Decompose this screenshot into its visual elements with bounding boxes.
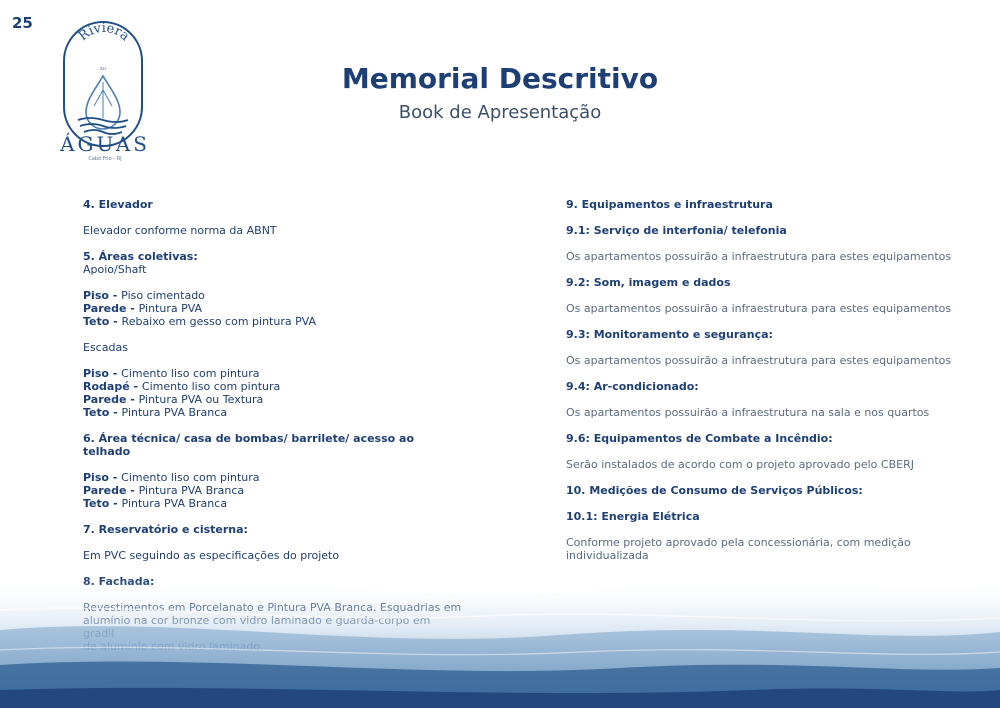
logo-middle-text: das <box>99 66 107 71</box>
page-title: Memorial Descritivo <box>341 62 659 95</box>
energia-title: 10.1: Energia Elétrica <box>566 510 700 523</box>
areas-subtitle: Apoio/Shaft <box>83 263 147 276</box>
spec-line: Piso - Piso cimentado <box>83 289 205 302</box>
section-title-medicoes: 10. Medições de Consumo de Serviços Públicos: <box>566 484 863 497</box>
spec-line: Teto - Pintura PVA Branca <box>83 497 228 510</box>
spec-line: Rodapé - Cimento liso com pintura <box>83 380 281 393</box>
logo-tagline: Cabo Frio - RJ <box>88 156 122 162</box>
section-title-elevador: 4. Elevador <box>83 198 153 211</box>
section-title-areas: 5. Áreas coletivas: <box>83 250 198 263</box>
item-title: 9.1: Serviço de interfonia/ telefonia <box>566 224 787 237</box>
item-text: Os apartamentos possuirão a infraestrutura para estes equipamentos <box>566 250 952 263</box>
water-waves-decoration <box>0 540 1000 708</box>
drop-icon <box>78 76 128 134</box>
item-text: Os apartamentos possuirão a infraestrutura para estes equipamentos <box>566 354 952 367</box>
page-subtitle: Book de Apresentação <box>398 102 602 123</box>
item-title: 9.4: Ar-condicionado: <box>566 380 699 393</box>
item-text: Os apartamentos possuirão a infraestrutura para estes equipamentos <box>566 302 952 315</box>
item-text: Serão instalados de acordo com o projeto aprovado pelo CBERJ <box>566 458 914 471</box>
elevador-text: Elevador conforme norma da ABNT <box>83 224 277 237</box>
reservatorio-text: Em PVC seguindo as especificações do projeto <box>83 549 340 562</box>
right-column <box>566 198 956 562</box>
spec-line: Teto - Rebaixo em gesso com pintura PVA <box>83 315 317 328</box>
energia-text-line: individualizada <box>566 549 649 562</box>
page-number: 25 <box>12 14 33 32</box>
logo-bottom-text: ÁGUAS <box>60 132 150 156</box>
spec-line: Parede - Pintura PVA Branca <box>83 484 245 497</box>
item-title: 9.3: Monitoramento e segurança: <box>566 328 773 341</box>
spec-line: Parede - Pintura PVA <box>83 302 203 315</box>
section-title-tecnica: 6. Área técnica/ casa de bombas/ barrilete/ acesso ao telhado <box>83 432 415 458</box>
item-text: Os apartamentos possuirão a infraestrutura na sala e nos quartos <box>566 406 930 419</box>
item-title: 9.2: Som, imagem e dados <box>566 276 731 289</box>
section-title-reservatorio: 7. Reservatório e cisterna: <box>83 523 248 536</box>
item-title: 9.6: Equipamentos de Combate a Incêndio: <box>566 432 833 445</box>
spec-line: Piso - Cimento liso com pintura <box>83 471 260 484</box>
logo-top-text: Riviera <box>75 20 133 45</box>
section-title-equipamentos: 9. Equipamentos e infraestrutura <box>566 198 773 211</box>
spec-line: Piso - Cimento liso com pintura <box>83 367 260 380</box>
spec-line: Parede - Pintura PVA ou Textura <box>83 393 264 406</box>
escadas-title: Escadas <box>83 341 128 354</box>
energia-text-line: Conforme projeto aprovado pela concessionária, com medição <box>566 536 911 549</box>
spec-line: Teto - Pintura PVA Branca <box>83 406 228 419</box>
